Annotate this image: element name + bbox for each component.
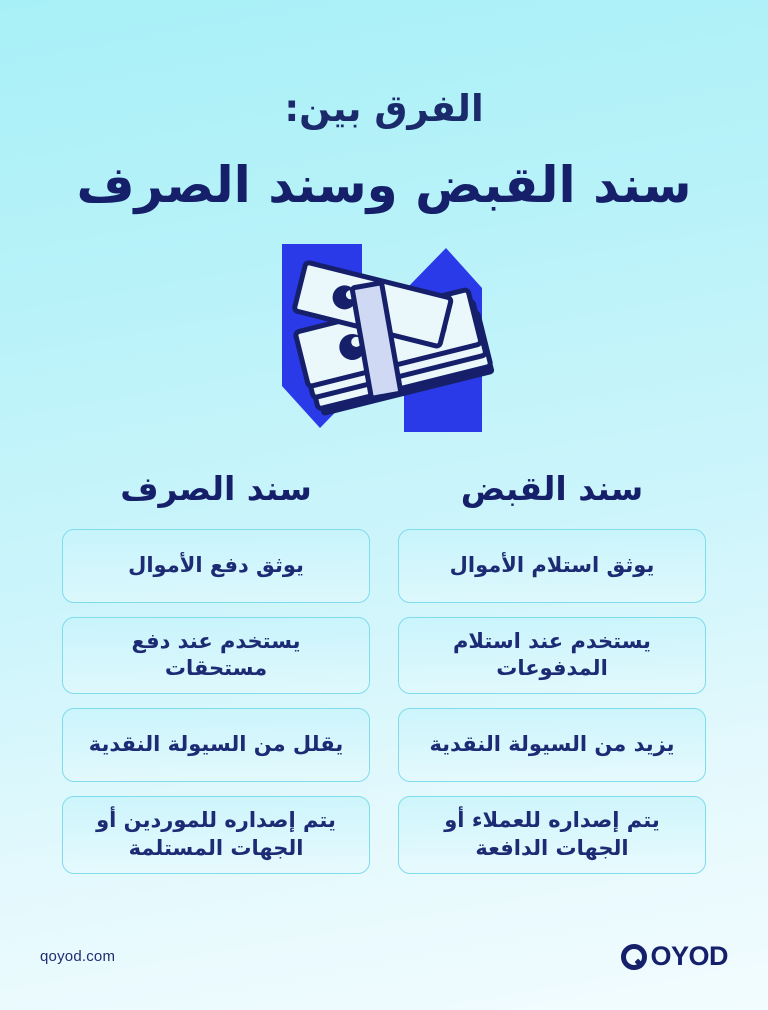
- list-item: [62, 796, 370, 873]
- list-item: [62, 529, 370, 603]
- page-kicker: الفرق بين:: [284, 87, 484, 130]
- list-item: [62, 617, 370, 694]
- footer: [0, 941, 768, 972]
- card-text: يقلل من السيولة النقدية: [88, 732, 344, 757]
- qoyod-logo: [621, 941, 728, 972]
- list-item: [398, 708, 706, 782]
- comparison-columns: [0, 469, 768, 887]
- list-item: [398, 796, 706, 873]
- list-item: [62, 708, 370, 782]
- logo-circle-icon: [621, 944, 647, 970]
- website-url: qoyod.com: [40, 948, 116, 965]
- card-text: يستخدم عند دفع مستحقات: [131, 628, 301, 681]
- card-text: يوثق استلام الأموال: [449, 552, 655, 577]
- card-text: يوثق دفع الأموال: [128, 552, 304, 577]
- card-text: يتم إصداره للموردين أو الجهات المستلمة: [96, 808, 336, 860]
- list-item: [398, 617, 706, 694]
- column-payment-voucher: [62, 469, 370, 887]
- heading-block: [0, 88, 768, 214]
- column-title-payment-voucher: سند الصرف: [120, 469, 312, 509]
- page-title: سند القبض وسند الصرف: [76, 155, 692, 214]
- cash-bundle-with-arrows-illustration: [254, 236, 514, 451]
- card-text: يستخدم عند استلام المدفوعات: [453, 628, 651, 681]
- column-receipt-voucher: [398, 469, 706, 887]
- logo-text: OYOD: [650, 941, 728, 971]
- card-text: يتم إصداره للعملاء أو الجهات الدافعة: [444, 808, 660, 860]
- list-item: [398, 529, 706, 603]
- card-text: يزيد من السيولة النقدية: [429, 732, 675, 757]
- column-title-receipt-voucher: سند القبض: [460, 469, 644, 509]
